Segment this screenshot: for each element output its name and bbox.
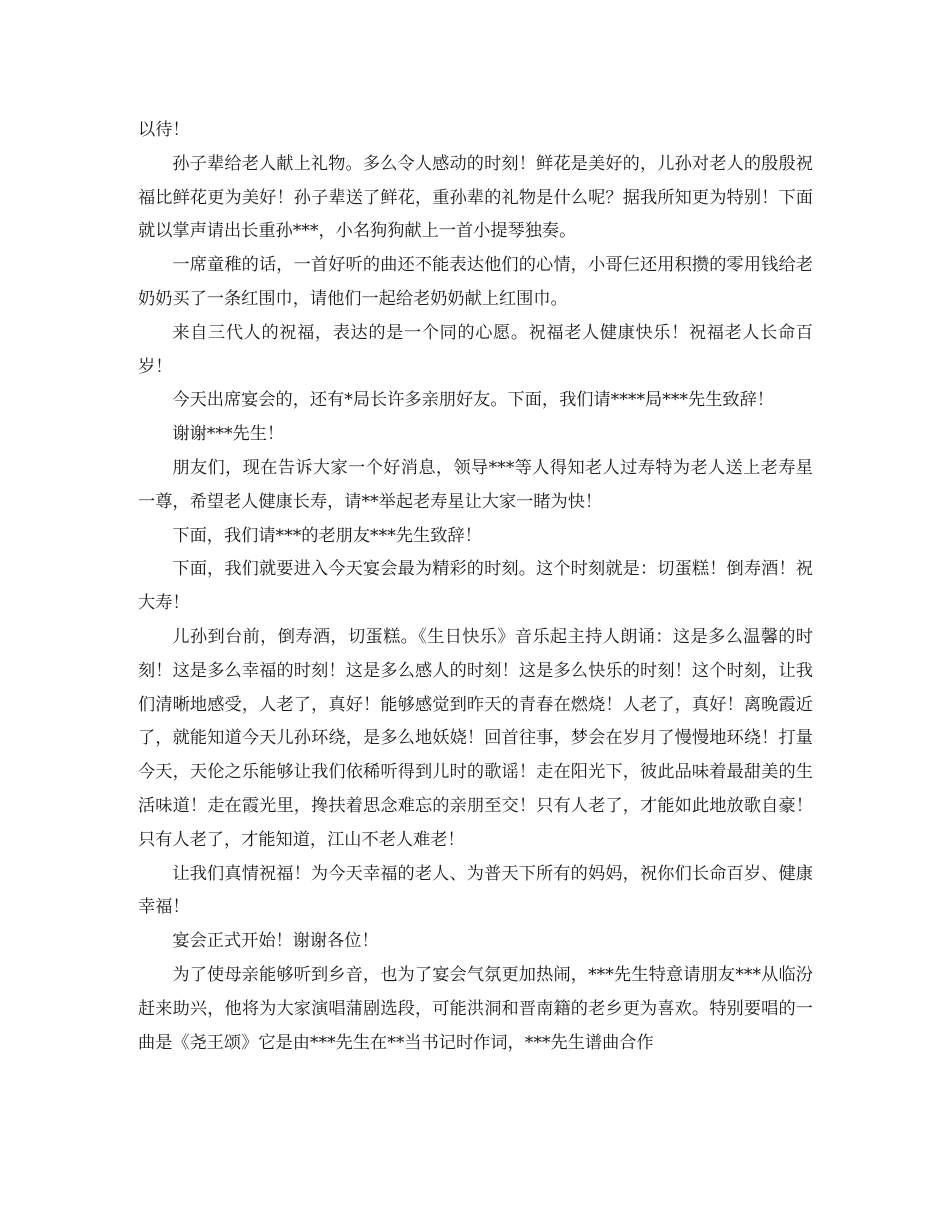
document-body [138, 114, 813, 1060]
paragraph-highlight: 下面，我们就要进入今天宴会最为精彩的时刻。这个时刻就是：切蛋糕！倒寿酒！祝大寿！ [138, 559, 813, 614]
paragraph-guests: 今天出席宴会的，还有*局长许多亲朋好友。下面，我们请****局***先生致辞！ [172, 390, 774, 411]
paragraph-three-generations: 来自三代人的祝福，表达的是一个同的心愿。祝福老人健康快乐！祝福老人长命百岁！ [138, 322, 813, 377]
paragraph-good-news: 朋友们，现在告诉大家一个好消息，领导***等人得知老人过寿特为老人送上老寿星一尊，希望老人健康长寿，请**举起老寿星让大家一睹为快！ [138, 457, 813, 512]
paragraph-gifts: 孙子辈给老人献上礼物。多么令人感动的时刻！鲜花是美好的，儿孙对老人的殷殷祝福比鲜花更为美好！孙子辈送了鲜花，重孙辈的礼物是什么呢？据我所知更为特别！下面就以掌声请出长重孙***，小名狗狗献上一首小提琴独奏。 [138, 153, 813, 242]
paragraph-blessing: 让我们真情祝福！为今天幸福的老人、为普天下所有的妈妈，祝你们长命百岁、健康幸福！ [138, 863, 813, 918]
paragraph-continued: 以待！ [138, 120, 190, 140]
paragraph-thanks: 谢谢***先生！ [172, 424, 285, 445]
paragraph-banquet-start: 宴会正式开始！谢谢各位！ [172, 931, 379, 952]
paragraph-recitation: 儿孙到台前，倒寿酒，切蛋糕。《生日快乐》音乐起主持人朗诵：这是多么温馨的时刻！这是多么幸福的时刻！这是多么感人的时刻！这是多么快乐的时刻！这个时刻，让我们清晰地感受，人老了，真好！能够感觉到昨天的青春在燃烧！人老了，真好！离晚霞近了，就能知道今天儿孙环绕，是多么地妖娆！回首往事，梦会在岁月了慢慢地环绕！打量今天，天伦之乐能够让我们依稀听得到儿时的歌谣！走在阳光下，彼此品味着最甜美的生活味道！走在霞光里，搀扶着思念难忘的亲朋至交！只有人老了，才能如此地放歌自豪！只有人老了，才能知道，江山不老人难老！ [138, 626, 813, 850]
paragraph-red-scarf: 一席童稚的话，一首好听的曲还不能表达他们的心情，小哥仨还用积攒的零用钱给老奶奶买了一条红围巾，请他们一起给老奶奶献上红围巾。 [138, 255, 813, 309]
paragraph-opera: 为了使母亲能够听到乡音，也为了宴会气氛更加热闹，***先生特意请朋友***从临汾赶来助兴，他将为大家演唱蒲剧选段，可能洪洞和晋南籍的老乡更为喜欢。特别要唱的一曲是《尧王颂》它是由***先生在**当书记时作词，***先生谱曲合作 [138, 964, 813, 1053]
paragraph-old-friend: 下面，我们请***的老朋友***先生致辞！ [172, 525, 482, 546]
